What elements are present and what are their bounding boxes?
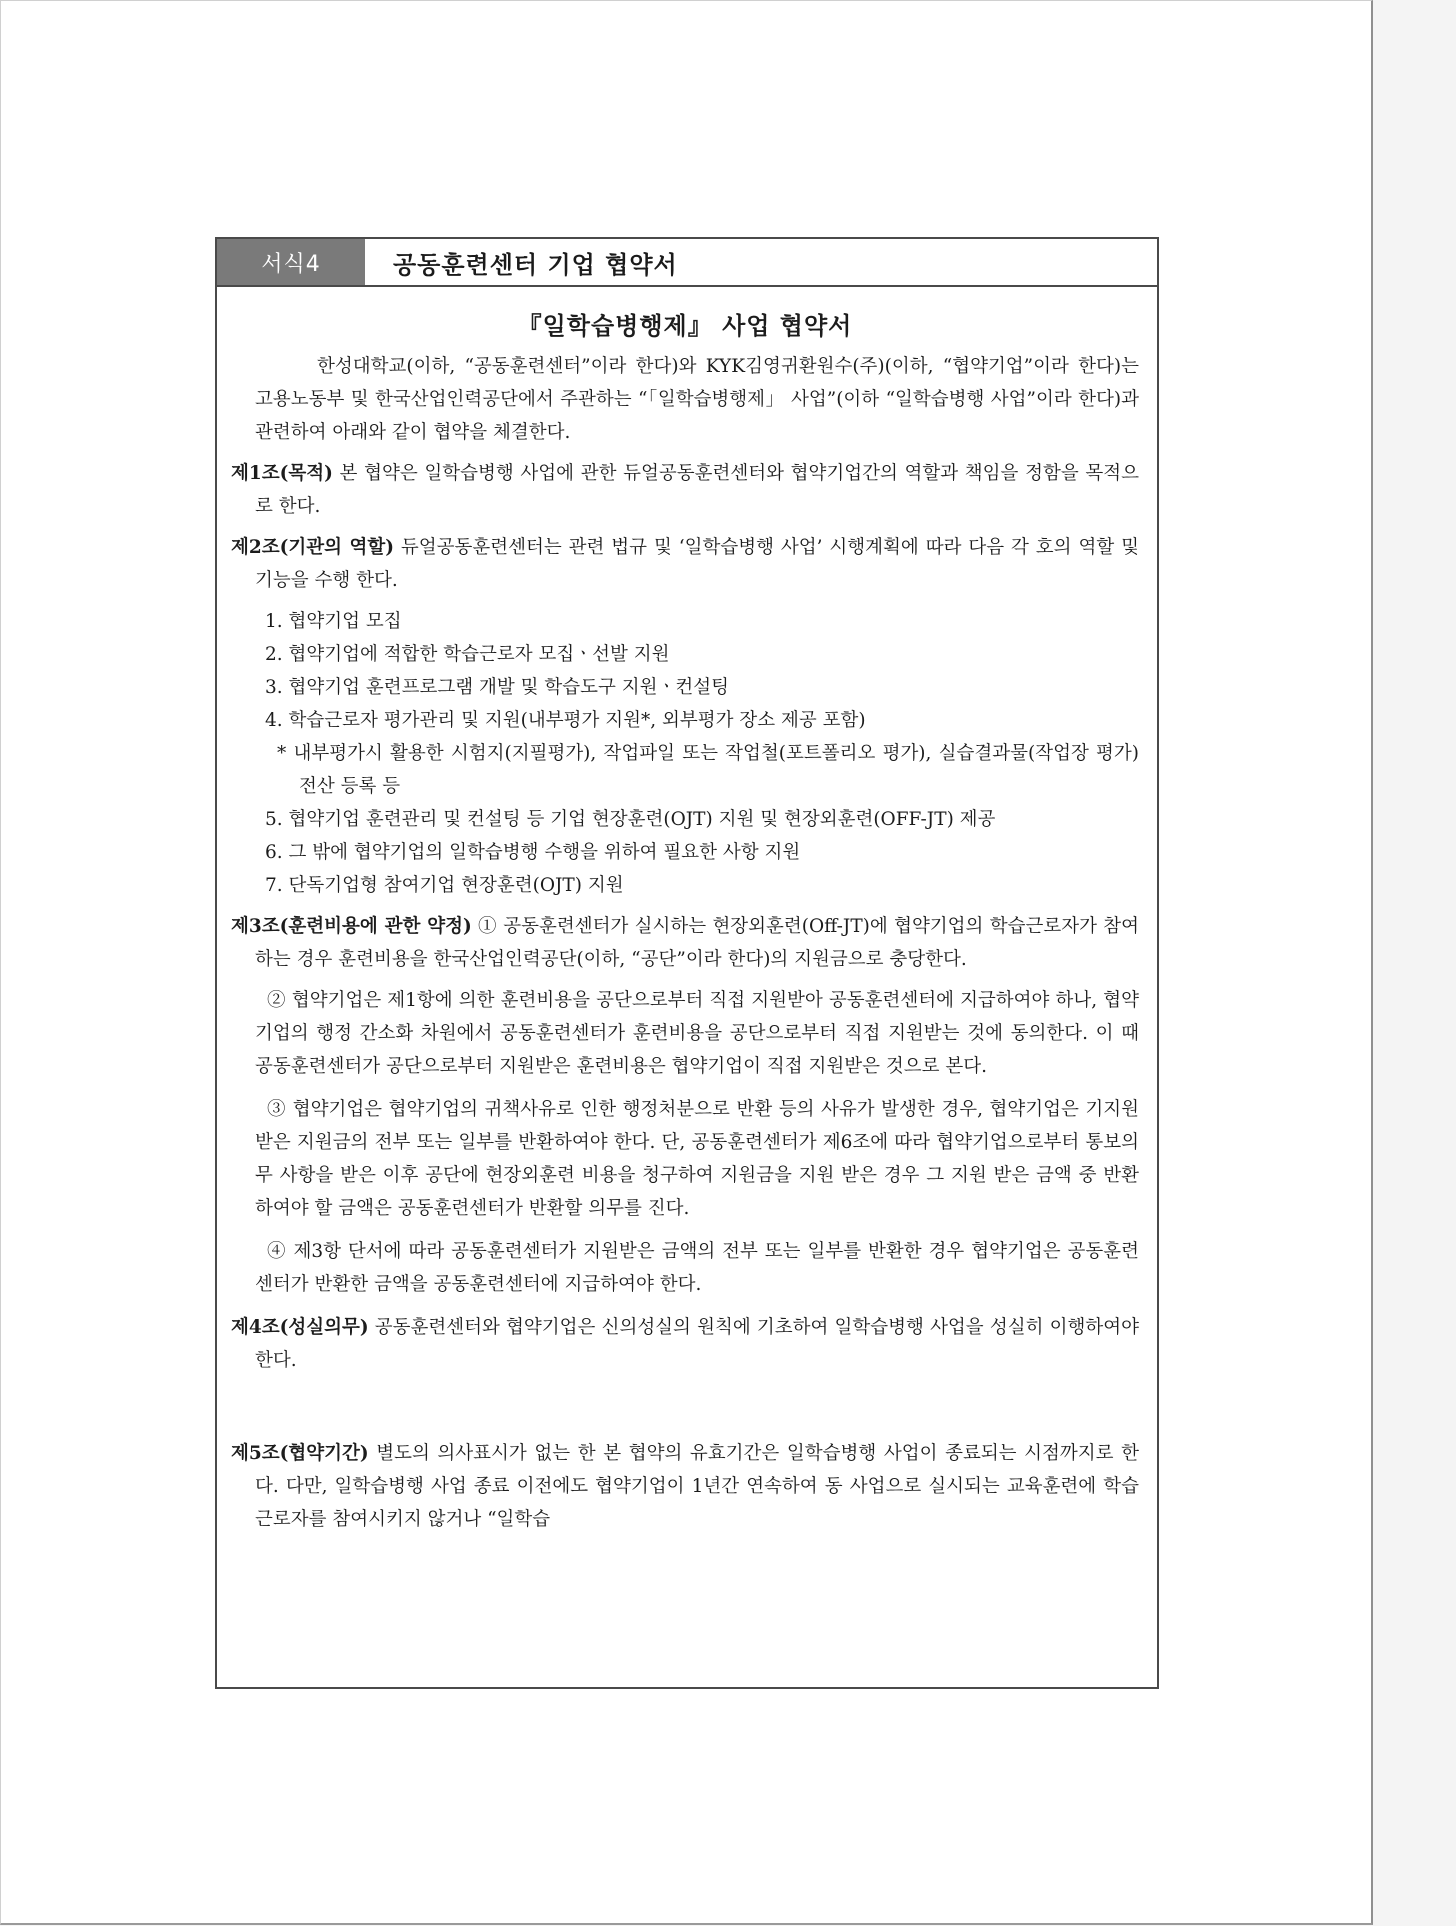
form-tag: 서식4: [217, 239, 365, 285]
article-5-heading: 제5조(협약기간): [231, 1443, 369, 1464]
article-2-items: [231, 605, 1139, 902]
article-5: [231, 1437, 1139, 1536]
article-2-heading: 제2조(기관의 역할): [231, 537, 394, 558]
article-3: [231, 910, 1139, 976]
intro-paragraph: 한성대학교(이하, “공동훈련센터”이라 한다)와 KYK김영귀환원수(주)(이하, “협약기업”이라 한다)는 고용노동부 및 한국산업인력공단에서 주관하는 “「일학습병행제」 사업”(이하 “일학습병행 사업”이라 한다)과 관련하여 아래와 같이 협약을 체결한다.: [255, 356, 1139, 443]
article-3-heading: 제3조(훈련비용에 관한 약정): [231, 916, 472, 937]
list-item: 1. 협약기업 모집: [265, 611, 402, 632]
form-title: 공동훈련센터 기업 협약서: [393, 250, 678, 279]
article-4-heading: 제4조(성실의무): [231, 1317, 369, 1338]
list-item: 4. 학습근로자 평가관리 및 지원(내부평가 지원*, 외부평가 장소 제공 포함): [265, 710, 866, 731]
article-3-clause-2: ② 협약기업은 제1항에 의한 훈련비용을 공단으로부터 직접 지원받아 공동훈련센터에 지급하여야 하나, 협약기업의 행정 간소화 차원에서 공동훈련센터가 훈련비용을 공단으로부터 직접 지원받는 것에 동의한다. 이 때 공동훈련센터가 공단으로부터 지원받은 훈련비용은 협약기업이 직접 지원받은 것으로 본다.: [255, 990, 1139, 1077]
article-1-text: 본 협약은 일학습병행 사업에 관한 듀얼공동훈련센터와 협약기업간의 역할과 책임을 정함을 목적으로 한다.: [255, 463, 1139, 517]
article-2-text: 듀얼공동훈련센터는 관련 법규 및 ‘일학습병행 사업’ 시행계획에 따라 다음 각 호의 역할 및 기능을 수행 한다.: [255, 537, 1139, 591]
list-item: 3. 협약기업 훈련프로그램 개발 및 학습도구 지원ㆍ컨설팅: [265, 677, 729, 698]
list-item: 2. 협약기업에 적합한 학습근로자 모집ㆍ선발 지원: [265, 644, 670, 665]
agreement-form: [215, 237, 1159, 1689]
spacer: [231, 1385, 1139, 1437]
agreement-body: [217, 287, 1157, 1536]
form-header: [217, 239, 1157, 287]
article-2: [231, 531, 1139, 597]
article-5-text: 별도의 의사표시가 없는 한 본 협약의 유효기간은 일학습병행 사업이 종료되는 시점까지로 한다. 다만, 일학습병행 사업 종료 이전에도 협약기업이 1년간 연속하여 동 사업으로 실시되는 교육훈련에 학습근로자를 참여시키지 않거나 “일학습: [255, 1443, 1139, 1530]
agreement-title: 『일학습병행제』 사업 협약서: [517, 311, 853, 340]
article-3-clause-4: ④ 제3항 단서에 따라 공동훈련센터가 지원받은 금액의 전부 또는 일부를 반환한 경우 협약기업은 공동훈련센터가 반환한 금액을 공동훈련센터에 지급하여야 한다.: [255, 1241, 1139, 1295]
list-item: 7. 단독기업형 참여기업 현장훈련(OJT) 지원: [265, 875, 624, 896]
article-3-clause-3: ③ 협약기업은 협약기업의 귀책사유로 인한 행정처분으로 반환 등의 사유가 발생한 경우, 협약기업은 기지원 받은 지원금의 전부 또는 일부를 반환하여야 한다. 단, 공동훈련센터가 제6조에 따라 협약기업으로부터 통보의무 사항을 받은 이후 공단에 현장외훈련 비용을 청구하여 지원금을 지원 받은 경우 그 지원 받은 금액 중 반환하여야 할 금액은 공동훈련센터가 반환할 의무를 진다.: [255, 1099, 1139, 1219]
article-1-heading: 제1조(목적): [231, 463, 333, 484]
article-4: [231, 1311, 1139, 1377]
article-3-text: ① 공동훈련센터가 실시하는 현장외훈련(Off-JT)에 협약기업의 학습근로자가 참여하는 경우 훈련비용을 한국산업인력공단(이하, “공단”이라 한다)의 지원금으로 충당한다.: [255, 916, 1140, 970]
list-item-note: * 내부평가시 활용한 시험지(지필평가), 작업파일 또는 작업철(포트폴리오 평가), 실습결과물(작업장 평가) 전산 등록 등: [277, 743, 1139, 797]
article-1: [231, 457, 1139, 523]
list-item: 6. 그 밖에 협약기업의 일학습병행 수행을 위하여 필요한 사항 지원: [265, 842, 801, 863]
article-4-text: 공동훈련센터와 협약기업은 신의성실의 원칙에 기초하여 일학습병행 사업을 성실히 이행하여야 한다.: [255, 1317, 1139, 1371]
list-item: 5. 협약기업 훈련관리 및 컨설팅 등 기업 현장훈련(OJT) 지원 및 현장외훈련(OFF-JT) 제공: [265, 809, 996, 830]
